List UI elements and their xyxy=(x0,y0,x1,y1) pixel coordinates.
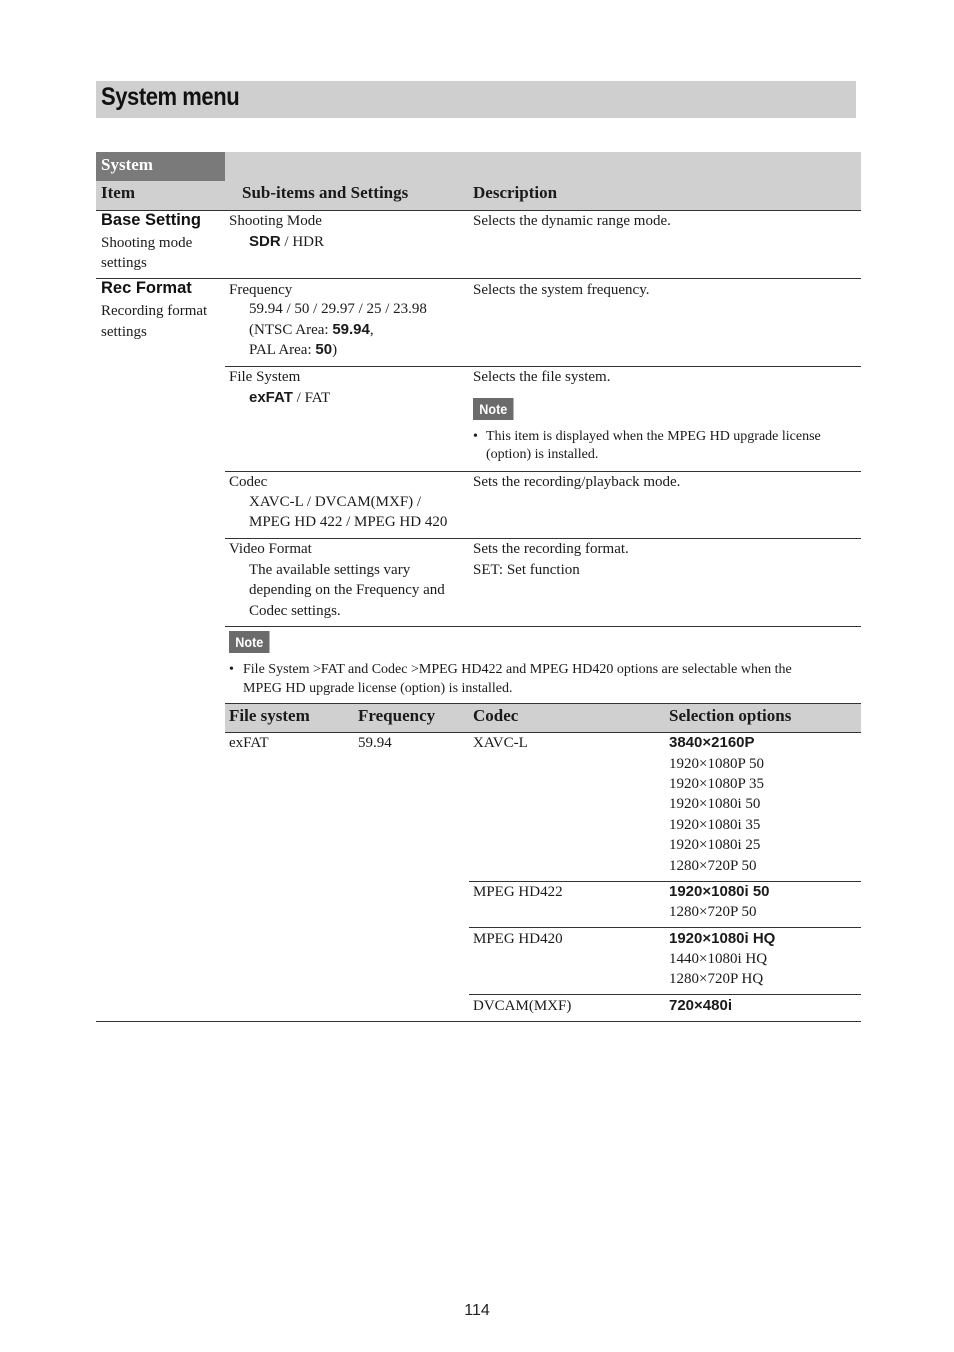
frequency-ntsc xyxy=(249,320,374,341)
options-hd420-default-text: 1920×1080i HQ xyxy=(669,930,776,947)
frequency-description: Selects the system frequency. xyxy=(473,282,650,298)
options-xavc-1: 1920×1080P 50 xyxy=(669,756,764,772)
table-header xyxy=(96,152,861,210)
shooting-mode-label: Shooting Mode xyxy=(229,213,322,229)
item-base-setting-desc-2: settings xyxy=(101,255,147,271)
file-system-note-bullet: • xyxy=(473,429,478,444)
video-format-line-3: Codec settings. xyxy=(249,603,341,619)
video-format-line-1: The available settings vary xyxy=(249,562,411,578)
options-codec-hd420: MPEG HD420 xyxy=(473,931,563,947)
rule-hd420 xyxy=(469,994,861,995)
options-xavc-2: 1920×1080P 35 xyxy=(669,776,764,792)
item-rec-format-desc-2: settings xyxy=(101,324,147,340)
options-dvcam-default-text: 720×480i xyxy=(669,997,732,1014)
file-system-note-line-1: This item is displayed when the MPEG HD upgrade license xyxy=(486,429,821,444)
frequency-pal-suffix: ) xyxy=(332,342,338,358)
options-hd422-1: 1280×720P 50 xyxy=(669,904,757,920)
shooting-mode-other: / HDR xyxy=(280,234,325,250)
options-hd420-2: 1280×720P HQ xyxy=(669,971,764,987)
frequency-pal xyxy=(249,340,337,361)
options-header-file-system: File system xyxy=(229,706,310,725)
options-codec-hd422: MPEG HD422 xyxy=(473,884,563,900)
options-hd420-default xyxy=(669,929,775,950)
rec-format-note-line-1: File System >FAT and Codec >MPEG HD422 and MPEG HD420 options are selectable when the xyxy=(243,662,792,677)
file-system-description: Selects the file system. xyxy=(473,369,611,385)
frequency-ntsc-default: 59.94 xyxy=(332,321,370,338)
header-sub-items: Sub-items and Settings xyxy=(242,183,409,202)
options-xavc-3: 1920×1080i 50 xyxy=(669,796,761,812)
file-system-label: File System xyxy=(229,369,301,385)
frequency-label: Frequency xyxy=(229,282,293,298)
rec-format-note-bullet: • xyxy=(229,662,234,677)
shooting-mode-values xyxy=(249,232,324,253)
file-system-note-badge: Note xyxy=(473,398,514,420)
rule-subtable-header xyxy=(225,732,861,733)
rule-hd422 xyxy=(469,927,861,928)
frequency-pal-prefix: PAL Area: xyxy=(249,342,316,358)
page-title-bar xyxy=(96,81,856,118)
options-header-frequency: Frequency xyxy=(358,706,436,725)
file-system-note-line-2: (option) is installed. xyxy=(486,447,599,462)
header-item: Item xyxy=(101,183,135,202)
options-codec-dvcam: DVCAM(MXF) xyxy=(473,998,572,1014)
codec-label: Codec xyxy=(229,474,268,490)
options-header-selection: Selection options xyxy=(669,706,792,725)
system-tab xyxy=(96,152,225,181)
frequency-ntsc-suffix: , xyxy=(369,322,374,338)
video-format-label: Video Format xyxy=(229,541,312,557)
item-rec-format-desc-1: Recording format xyxy=(101,303,208,319)
options-dvcam-default xyxy=(669,996,732,1017)
frequency-pal-default: 50 xyxy=(315,341,333,358)
frequency-values: 59.94 / 50 / 29.97 / 25 / 23.98 xyxy=(249,301,427,317)
options-xavc-5: 1920×1080i 25 xyxy=(669,837,761,853)
item-base-setting: Base Setting xyxy=(101,211,201,229)
video-format-line-2: depending on the Frequency and xyxy=(249,582,445,598)
codec-values-2: MPEG HD 422 / MPEG HD 420 xyxy=(249,514,448,530)
options-hd422-default xyxy=(669,882,770,903)
options-table-header xyxy=(225,704,861,732)
rec-format-note-badge: Note xyxy=(229,631,270,653)
header-description: Description xyxy=(473,183,558,202)
file-system-values xyxy=(249,388,330,409)
options-hd420-1: 1440×1080i HQ xyxy=(669,951,768,967)
options-xavc-6: 1280×720P 50 xyxy=(669,858,757,874)
video-format-description-1: Sets the recording format. xyxy=(473,541,629,557)
file-system-other: / FAT xyxy=(292,390,331,406)
item-base-setting-desc-1: Shooting mode xyxy=(101,235,193,251)
rec-format-note-line-2: MPEG HD upgrade license (option) is installed. xyxy=(243,681,513,696)
system-tab-label: System xyxy=(101,155,153,174)
codec-description: Sets the recording/playback mode. xyxy=(473,474,681,490)
rule-video-format xyxy=(225,626,861,627)
options-codec-xavc: XAVC-L xyxy=(473,735,528,751)
codec-values-1: XAVC-L / DVCAM(MXF) / xyxy=(249,494,422,510)
video-format-description-2: SET: Set function xyxy=(473,562,580,578)
file-system-default: exFAT xyxy=(249,389,293,406)
shooting-mode-description: Selects the dynamic range mode. xyxy=(473,213,671,229)
options-header-codec: Codec xyxy=(473,706,519,725)
options-xavc-default-text: 3840×2160P xyxy=(669,734,755,751)
frequency-ntsc-prefix: (NTSC Area: xyxy=(249,322,333,338)
options-xavc-4: 1920×1080i 35 xyxy=(669,817,761,833)
item-rec-format: Rec Format xyxy=(101,279,192,297)
options-hd422-default-text: 1920×1080i 50 xyxy=(669,883,770,900)
rule-base-setting xyxy=(96,278,861,279)
options-frequency: 59.94 xyxy=(358,735,392,751)
shooting-mode-default: SDR xyxy=(249,233,281,250)
page-number: 114 xyxy=(464,1302,490,1319)
rule-table-bottom xyxy=(96,1021,861,1022)
options-xavc-default xyxy=(669,733,755,754)
page-title: System menu xyxy=(101,83,240,111)
options-file-system: exFAT xyxy=(229,735,269,751)
